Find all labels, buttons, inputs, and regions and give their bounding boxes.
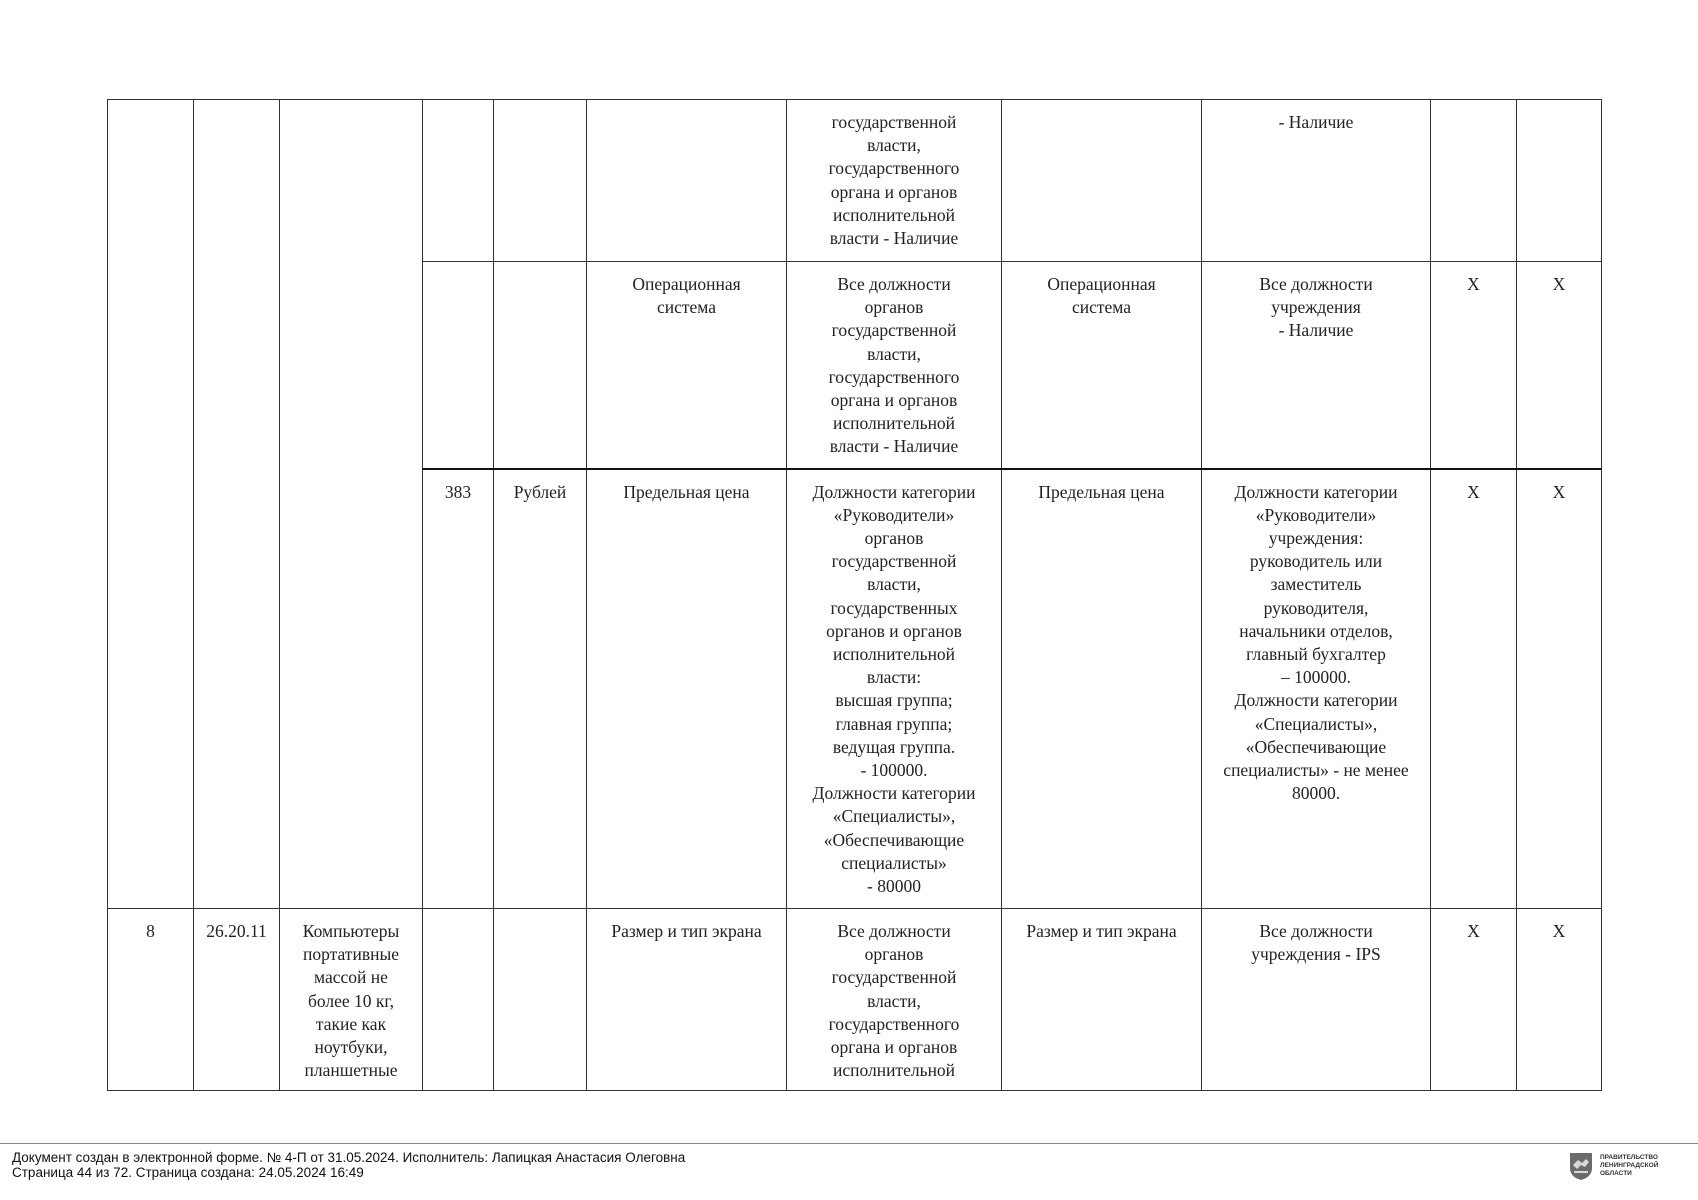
cell-unit-code [423, 909, 494, 1091]
cell-value: государственной власти, государственного органа и органов исполнительной власти - Наличие [787, 100, 1002, 262]
cell-value-2: Должности категории «Руководители» учреждения: руководитель или заместитель руководителя, начальники отделов, главный бухгалтер – 100000. Должности категории «Специалисты», «Обеспечивающие специалисты» - не менее 80000. [1202, 469, 1431, 909]
cell-okpd2-code: 26.20.11 [194, 909, 280, 1091]
footer-divider [0, 1143, 1698, 1144]
cell-function: X [1517, 909, 1602, 1091]
cell-value-2: Все должности учреждения - Наличие [1202, 262, 1431, 469]
footer-page-info: Страница 44 из 72. Страница создана: 24.05.2024 16:49 [12, 1165, 364, 1180]
cell-justification: X [1431, 909, 1517, 1091]
cell-justification: X [1431, 469, 1517, 909]
cell-value-2: - Наличие [1202, 100, 1431, 262]
cell-number: 8 [108, 909, 194, 1091]
footer-document-info: Документ создан в электронной форме. № 4-П от 31.05.2024. Исполнитель: Лапицкая Анастасия Олеговна [12, 1150, 686, 1165]
cell-characteristic-2: Операционная система [1002, 262, 1202, 469]
government-logo [1568, 1150, 1688, 1182]
cell-characteristic: Размер и тип экрана [587, 909, 787, 1091]
cell-item-name [280, 100, 423, 909]
cell-value-2: Все должности учреждения - IPS [1202, 909, 1431, 1091]
cell-unit-name [494, 909, 587, 1091]
cell-unit-code [423, 262, 494, 469]
coat-of-arms-icon [1568, 1151, 1594, 1181]
cell-value: Все должности органов государственной власти, государственного органа и органов исполнительной власти - Наличие [787, 262, 1002, 469]
cell-characteristic: Операционная система [587, 262, 787, 469]
cell-okpd2-code [194, 100, 280, 909]
cell-unit-code [423, 100, 494, 262]
cell-value: Должности категории «Руководители» органов государственной власти, государственных органов и органов исполнительной власти: высшая группа; главная группа; ведущая группа. - 100000. Должности категории «Специалисты», «Обеспечивающие специалисты» - 80000 [787, 469, 1002, 909]
cell-justification [1431, 100, 1517, 262]
cell-function: X [1517, 469, 1602, 909]
cell-number [108, 100, 194, 909]
cell-unit-name [494, 262, 587, 469]
cell-value: Все должности органов государственной власти, государственного органа и органов исполнительной [787, 909, 1002, 1091]
cell-justification: X [1431, 262, 1517, 469]
table-row [108, 909, 1602, 1091]
requirements-table [107, 99, 1602, 1091]
cell-unit-name [494, 100, 587, 262]
cell-characteristic [587, 100, 787, 262]
logo-caption: ПРАВИТЕЛЬСТВО ЛЕНИНГРАДСКОЙ ОБЛАСТИ [1600, 1154, 1659, 1177]
table-row [108, 100, 1602, 262]
cell-characteristic-2 [1002, 100, 1202, 262]
cell-characteristic-2: Размер и тип экрана [1002, 909, 1202, 1091]
document-footer [12, 1150, 685, 1180]
cell-characteristic-2: Предельная цена [1002, 469, 1202, 909]
cell-unit-code: 383 [423, 469, 494, 909]
cell-function [1517, 100, 1602, 262]
cell-unit-name: Рублей [494, 469, 587, 909]
cell-characteristic: Предельная цена [587, 469, 787, 909]
cell-function: X [1517, 262, 1602, 469]
cell-item-name: Компьютеры портативные массой не более 10 кг, такие как ноутбуки, планшетные [280, 909, 423, 1091]
